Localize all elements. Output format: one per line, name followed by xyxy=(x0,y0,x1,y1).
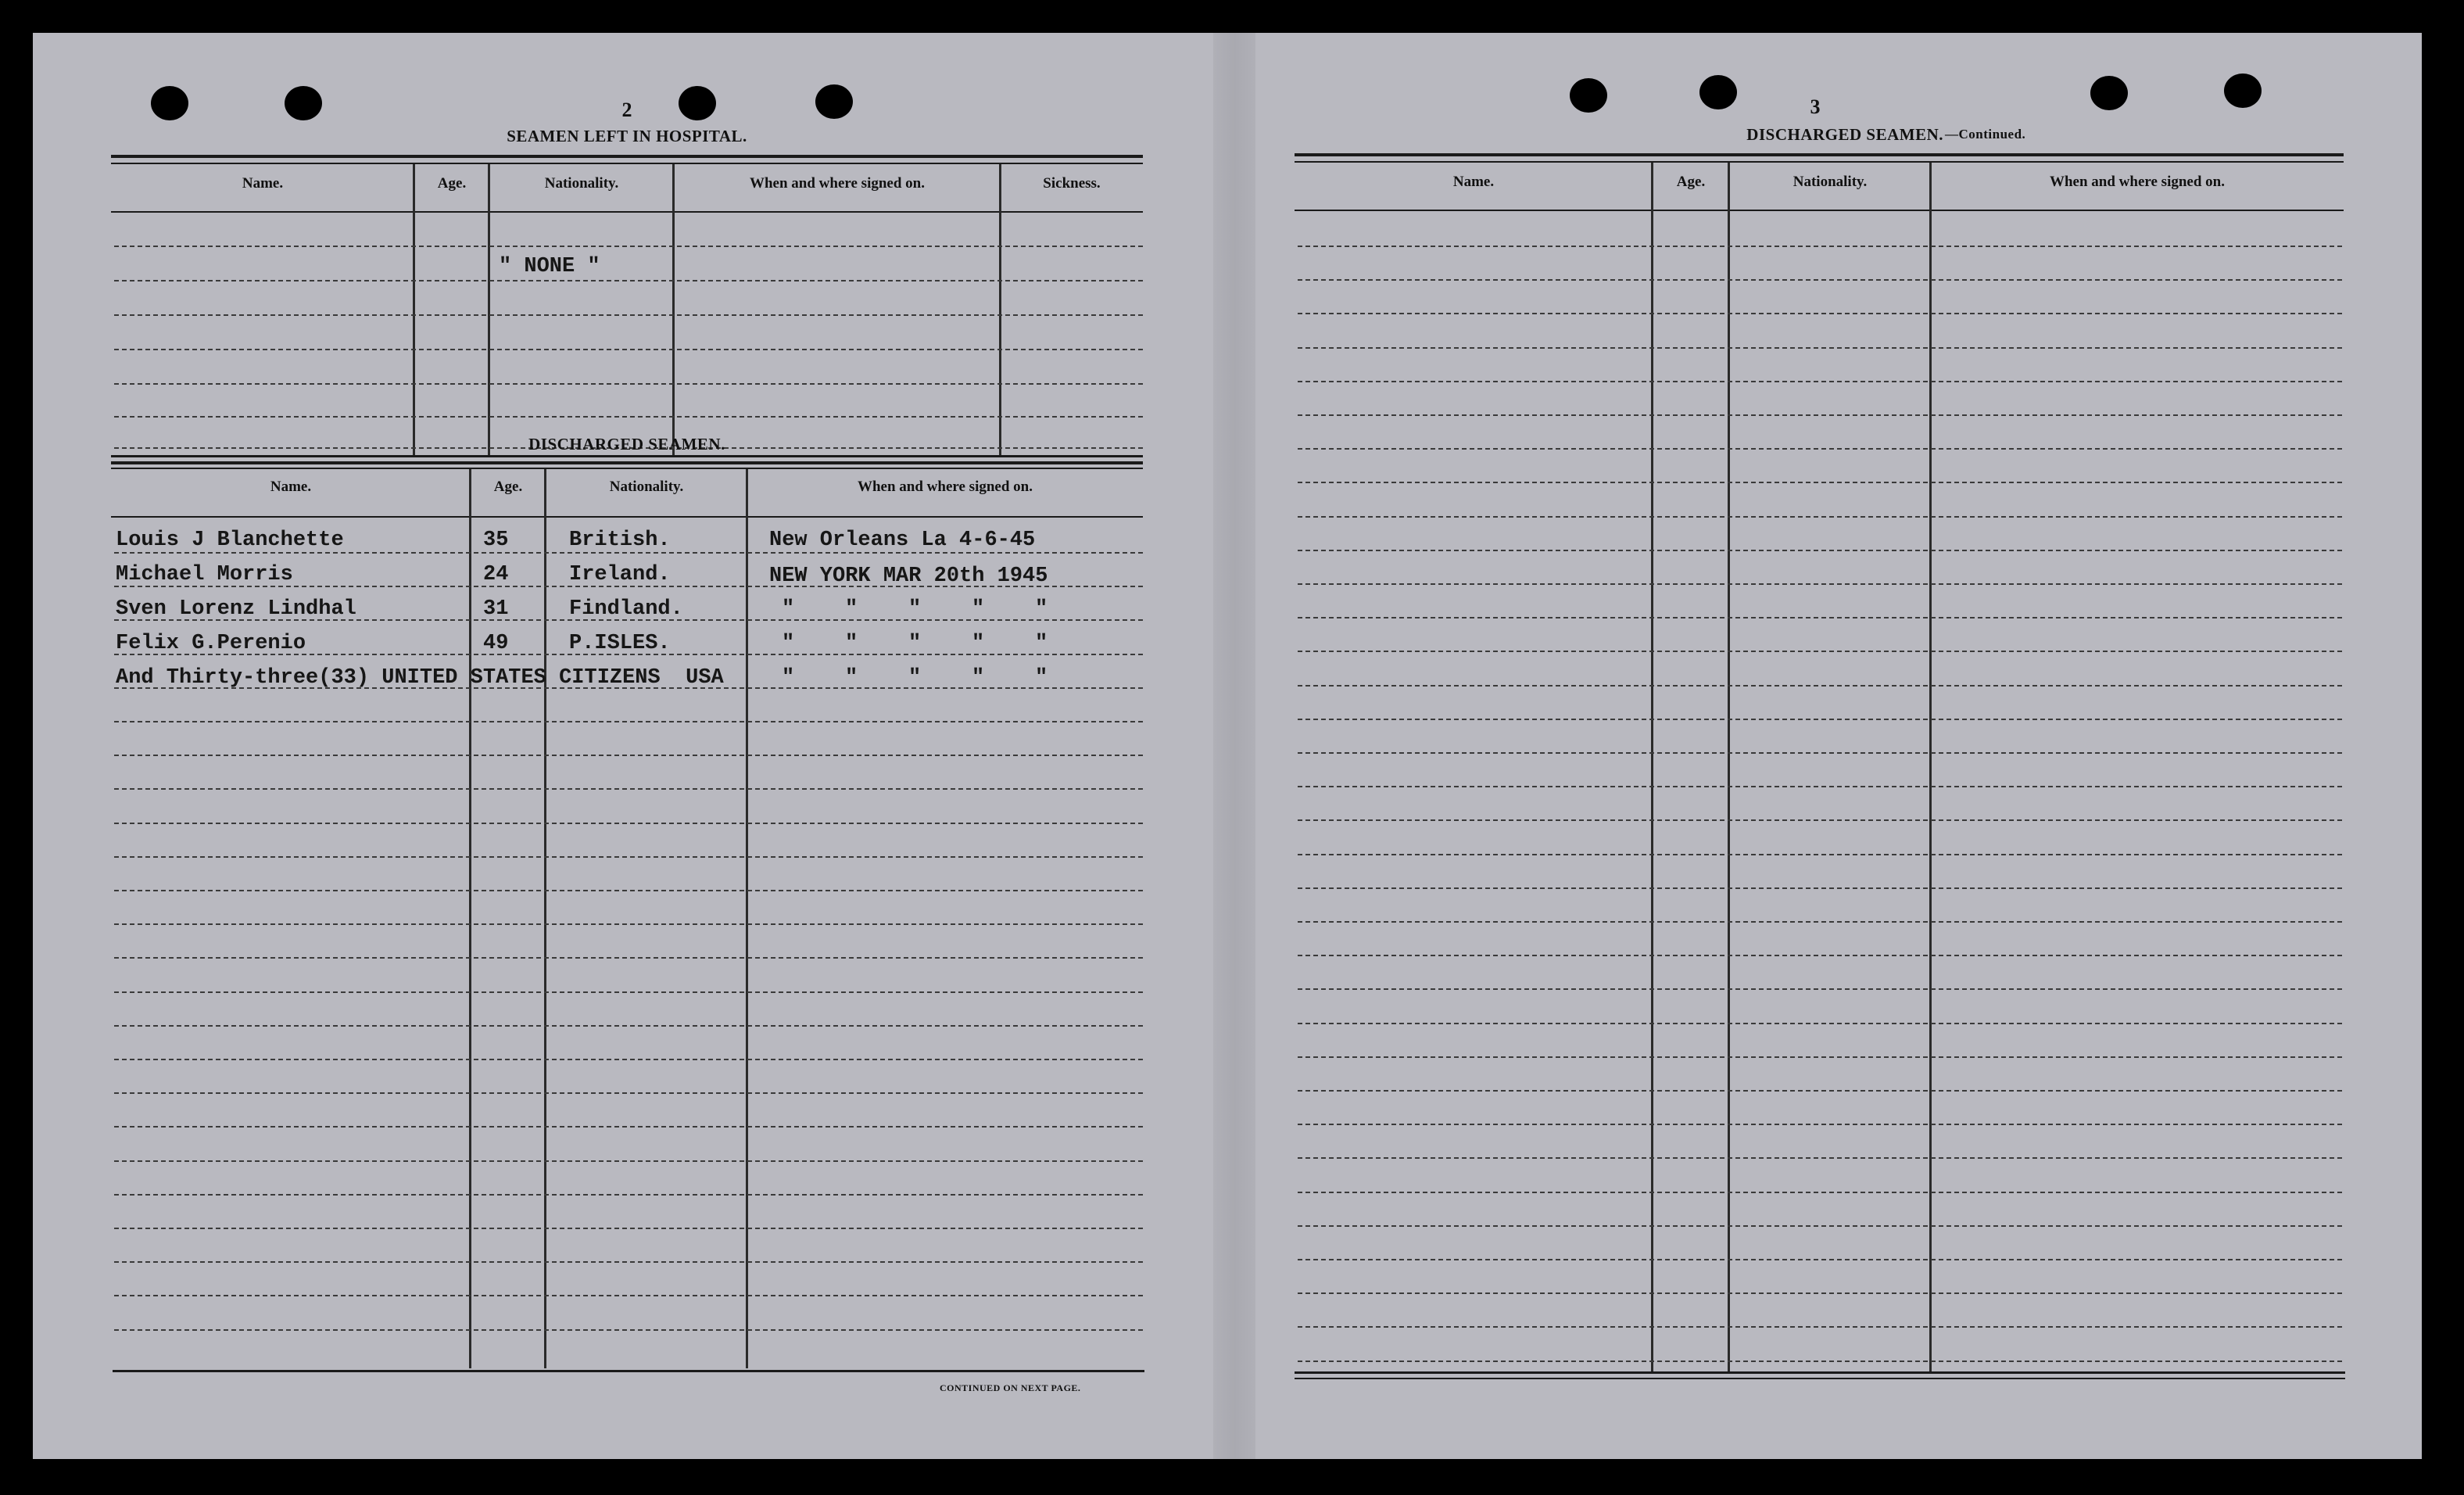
column-divider xyxy=(488,164,490,455)
ruled-line xyxy=(114,1025,1143,1027)
summary-line: And Thirty-three(33) UNITED STATES CITIZENS USA xyxy=(116,666,724,690)
ruled-line xyxy=(1298,617,2342,618)
document-spread xyxy=(33,33,2422,1459)
ruled-line xyxy=(114,383,1143,385)
ruled-line xyxy=(114,349,1143,350)
ruled-line xyxy=(1298,921,2342,923)
column-divider xyxy=(999,164,1001,455)
ruled-line xyxy=(114,788,1143,790)
ruled-line xyxy=(1298,1124,2342,1125)
ruled-line xyxy=(114,957,1143,959)
ruled-line xyxy=(1298,550,2342,551)
table-top-rule xyxy=(111,163,1143,164)
ruled-line xyxy=(1298,651,2342,652)
continued-header-name: Name. xyxy=(1452,174,1495,190)
ruled-line xyxy=(114,721,1143,722)
row-2-name: Michael Morris xyxy=(116,563,293,586)
ruled-line xyxy=(1298,482,2342,483)
ruled-line xyxy=(1298,854,2342,855)
hospital-header-sickness: Sickness. xyxy=(1043,175,1101,192)
row-4-signed-on: " " " " " xyxy=(782,632,1048,655)
ruled-line xyxy=(114,890,1143,891)
discharged-header-nationality: Nationality. xyxy=(609,479,684,495)
ruled-line xyxy=(1298,448,2342,450)
continued-header-nationality: Nationality. xyxy=(1792,174,1868,190)
punch-hole xyxy=(1570,78,1607,113)
ruled-line xyxy=(1298,1192,2342,1193)
ruled-line xyxy=(1298,1056,2342,1058)
ruled-line xyxy=(1298,1225,2342,1227)
column-divider xyxy=(746,469,748,1368)
ruled-line xyxy=(1298,414,2342,416)
header-rule xyxy=(111,211,1143,213)
row-1-nationality: British. xyxy=(569,529,671,552)
hospital-header-signed-on: When and where signed on. xyxy=(749,175,925,192)
table-top-rule xyxy=(1295,161,2344,163)
ruled-line xyxy=(1298,1157,2342,1159)
ruled-line xyxy=(1298,1023,2342,1024)
table-bottom-rule xyxy=(1295,1378,2345,1379)
ruled-line xyxy=(114,923,1143,925)
ruled-line xyxy=(114,1329,1143,1331)
discharged-header-age: Age. xyxy=(493,479,523,495)
ruled-line xyxy=(114,856,1143,858)
continued-section-suffix: —Continued. xyxy=(1945,127,2026,142)
ruled-line xyxy=(114,1126,1143,1128)
row-4-age: 49 xyxy=(483,632,509,655)
ruled-line xyxy=(114,1092,1143,1094)
hospital-header-name: Name. xyxy=(242,175,284,192)
ruled-line xyxy=(1298,1361,2342,1362)
section-rule xyxy=(111,455,1143,457)
hospital-header-age: Age. xyxy=(437,175,467,192)
ruled-line xyxy=(114,823,1143,824)
ruled-line xyxy=(114,1295,1143,1296)
ruled-line xyxy=(114,1059,1143,1060)
ruled-line xyxy=(1298,1259,2342,1260)
row-1-name: Louis J Blanchette xyxy=(116,529,344,552)
ruled-line xyxy=(1298,313,2342,314)
ruled-line xyxy=(1298,347,2342,349)
page-gutter xyxy=(1213,33,1255,1459)
row-3-age: 31 xyxy=(483,597,509,621)
ruled-line xyxy=(114,755,1143,756)
ruled-line xyxy=(114,991,1143,993)
ruled-line xyxy=(1298,955,2342,956)
punch-hole xyxy=(151,86,188,120)
ruled-line xyxy=(1298,1292,2342,1294)
ruled-line xyxy=(1298,516,2342,518)
page-number: 3 xyxy=(1810,95,1821,118)
row-2-signed-on: NEW YORK MAR 20th 1945 xyxy=(769,565,1048,588)
row-1-signed-on: New Orleans La 4-6-45 xyxy=(769,529,1036,552)
punch-hole xyxy=(2090,76,2128,110)
column-divider xyxy=(1728,163,1730,1371)
column-divider xyxy=(672,164,675,455)
table-bottom-rule xyxy=(113,1370,1144,1372)
column-divider xyxy=(1929,163,1932,1371)
ruled-line xyxy=(1298,246,2342,247)
column-divider xyxy=(1651,163,1653,1371)
row-1-age: 35 xyxy=(483,529,509,552)
ruled-line xyxy=(114,1261,1143,1263)
ruled-line xyxy=(1298,719,2342,720)
ruled-line xyxy=(114,1194,1143,1196)
table-top-rule xyxy=(111,468,1143,469)
ruled-line xyxy=(1298,988,2342,990)
hospital-header-nationality: Nationality. xyxy=(544,175,619,192)
ruled-line xyxy=(114,280,1143,281)
row-3-signed-on: " " " " " xyxy=(782,597,1048,621)
punch-hole xyxy=(1699,75,1737,109)
discharged-header-signed-on: When and where signed on. xyxy=(857,479,1033,495)
ruled-line xyxy=(1298,685,2342,687)
ruled-line xyxy=(114,552,1143,554)
continued-note: CONTINUED ON NEXT PAGE. xyxy=(940,1382,1081,1393)
continued-section-title: DISCHARGED SEAMEN. xyxy=(1746,125,1943,144)
row-2-nationality: Ireland. xyxy=(569,563,671,586)
ruled-line xyxy=(114,1160,1143,1162)
row-3-name: Sven Lorenz Lindhal xyxy=(116,597,356,621)
row-2-age: 24 xyxy=(483,563,509,586)
punch-hole xyxy=(285,86,322,120)
punch-hole xyxy=(815,84,853,119)
ruled-line xyxy=(1298,786,2342,787)
ruled-line xyxy=(114,246,1143,247)
ruled-line xyxy=(1298,819,2342,821)
table-top-rule xyxy=(1295,153,2344,156)
row-3-nationality: Findland. xyxy=(569,597,683,621)
ruled-line xyxy=(1298,887,2342,889)
ruled-line xyxy=(1298,752,2342,754)
column-divider xyxy=(413,164,415,455)
row-4-name: Felix G.Perenio xyxy=(116,632,306,655)
ruled-line xyxy=(1298,583,2342,585)
column-divider xyxy=(469,469,471,1368)
hospital-entry-none: " NONE " xyxy=(499,255,600,278)
ruled-line xyxy=(114,314,1143,316)
summary-signed-on: " " " " " xyxy=(782,666,1048,690)
ruled-line xyxy=(1298,381,2342,382)
page-number: 2 xyxy=(621,99,632,121)
table-bottom-rule xyxy=(1295,1371,2345,1374)
ruled-line xyxy=(114,416,1143,418)
row-4-nationality: P.ISLES. xyxy=(569,632,671,655)
discharged-header-name: Name. xyxy=(270,479,312,495)
header-rule xyxy=(111,516,1143,518)
table-top-rule xyxy=(111,461,1143,464)
ruled-line xyxy=(1298,1090,2342,1092)
punch-hole xyxy=(2224,73,2262,108)
continued-header-signed-on: When and where signed on. xyxy=(2049,174,2225,190)
table-top-rule xyxy=(111,155,1143,158)
column-divider xyxy=(544,469,546,1368)
continued-header-age: Age. xyxy=(1676,174,1706,190)
discharged-section-title: DISCHARGED SEAMEN. xyxy=(528,435,725,454)
header-rule xyxy=(1295,210,2344,211)
ruled-line xyxy=(114,1228,1143,1229)
ruled-line xyxy=(1298,1326,2342,1328)
hospital-section-title: SEAMEN LEFT IN HOSPITAL. xyxy=(507,127,747,145)
punch-hole xyxy=(679,86,716,120)
ruled-line xyxy=(1298,279,2342,281)
